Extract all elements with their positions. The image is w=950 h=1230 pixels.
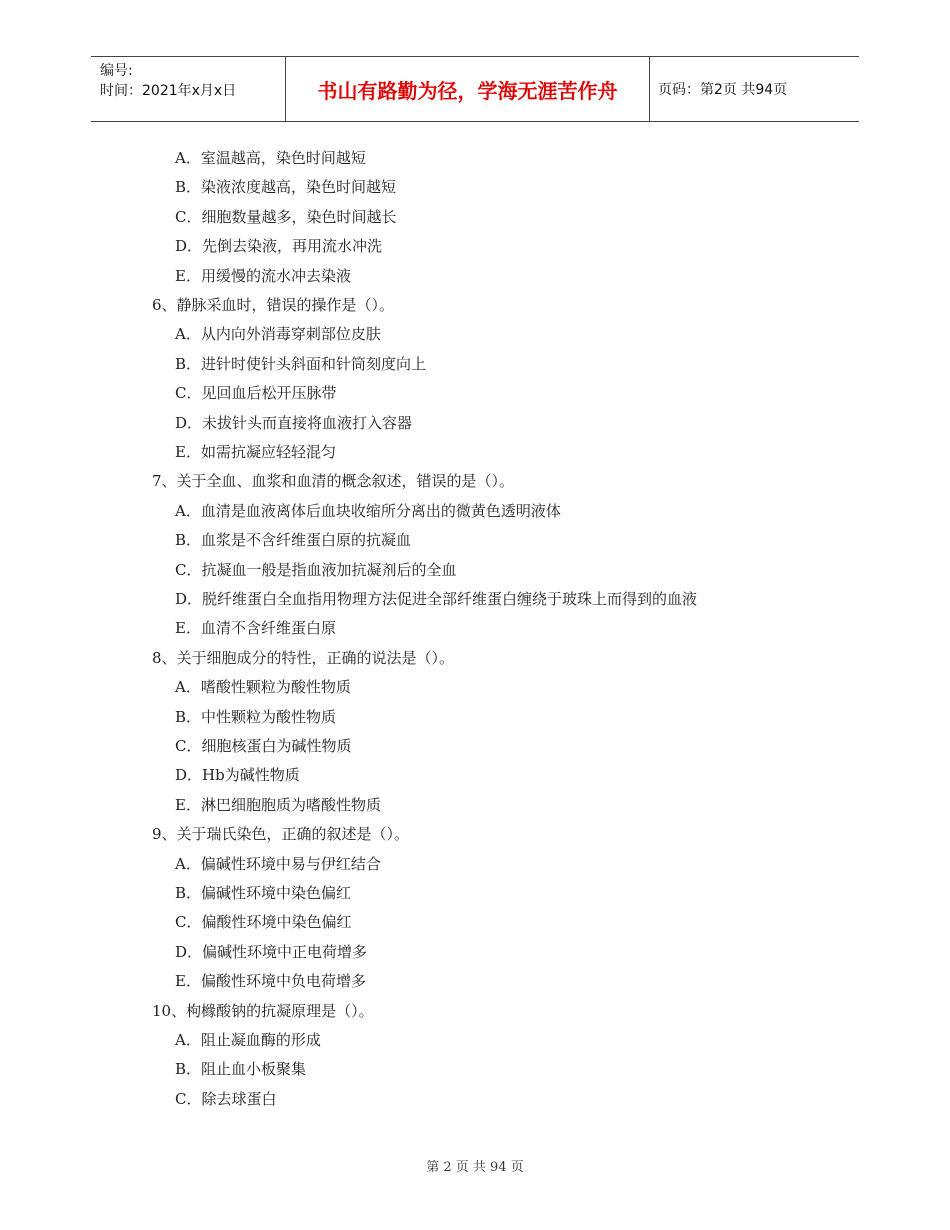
answer-option: C．见回血后松开压脉带 (175, 384, 337, 403)
document-number-label: 编号: (100, 63, 133, 79)
answer-option: E．淋巴细胞胞质为嗜酸性物质 (175, 795, 381, 814)
answer-option: A．血清是血液离体后血块收缩所分离出的微黄色透明液体 (175, 501, 561, 520)
answer-option: D．偏碱性环境中正电荷增多 (175, 942, 368, 961)
header-page-info: 页码：第2页 共94页 (658, 82, 788, 98)
answer-option: A．室温越高，染色时间越短 (175, 149, 366, 167)
answer-option: C．细胞核蛋白为碱性物质 (175, 737, 352, 755)
question-stem: 10、枸橼酸钠的抗凝原理是（）。 (152, 1001, 374, 1020)
header-meta (91, 57, 286, 121)
footer-page-number: 第 2 页 共 94 页 (426, 1160, 524, 1175)
answer-option: B．偏碱性环境中染色偏红 (175, 884, 352, 902)
answer-option: C．抗凝血一般是指血液加抗凝剂后的全血 (175, 560, 457, 579)
page-header (91, 56, 859, 122)
question-stem: 6、静脉采血时，错误的操作是（）。 (152, 296, 395, 314)
header-motto: 书山有路勤为径，学海无涯苦作舟 (286, 57, 650, 121)
answer-option: E．血清不含纤维蛋白原 (175, 619, 336, 638)
answer-option: D．先倒去染液，再用流水冲洗 (175, 237, 383, 256)
answer-option: A．偏碱性环境中易与伊红结合 (175, 854, 381, 873)
page-footer (0, 1156, 950, 1175)
answer-option: B．阻止血小板聚集 (175, 1060, 307, 1079)
answer-option: B．血浆是不含纤维蛋白原的抗凝血 (175, 531, 412, 550)
answer-option: C．偏酸性环境中染色偏红 (175, 913, 352, 932)
answer-option: A．阻止凝血酶的形成 (175, 1031, 321, 1049)
question-stem: 8、关于细胞成分的特性，正确的说法是（）。 (152, 648, 455, 667)
answer-option: B．进针时使针头斜面和针筒刻度向上 (175, 354, 427, 373)
question-stem: 9、关于瑞氏染色，正确的叙述是（）。 (152, 825, 410, 844)
answer-option: E．用缓慢的流水冲去染液 (175, 266, 351, 285)
answer-option: E．如需抗凝应轻轻混匀 (175, 443, 336, 461)
answer-option: E．偏酸性环境中负电荷增多 (175, 972, 366, 991)
answer-option: D．Hb为碱性物质 (175, 766, 300, 785)
answer-option: D．脱纤维蛋白全血指用物理方法促进全部纤维蛋白缠绕于玻珠上而得到的血液 (175, 590, 698, 608)
answer-option: C．细胞数量越多，染色时间越长 (175, 207, 397, 226)
answer-option: C．除去球蛋白 (175, 1089, 277, 1108)
answer-option: B．中性颗粒为酸性物质 (175, 707, 337, 726)
question-stem: 7、关于全血、血浆和血清的概念叙述，错误的是（）。 (152, 472, 515, 491)
answer-option: B．染液浓度越高，染色时间越短 (175, 178, 397, 197)
document-time-label: 时间：2021年x月x日 (100, 83, 237, 99)
answer-option: A．嗜酸性颗粒为酸性物质 (175, 678, 351, 697)
answer-option: A．从内向外消毒穿刺部位皮肤 (175, 325, 381, 344)
answer-option: D．未拔针头而直接将血液打入容器 (175, 413, 413, 432)
